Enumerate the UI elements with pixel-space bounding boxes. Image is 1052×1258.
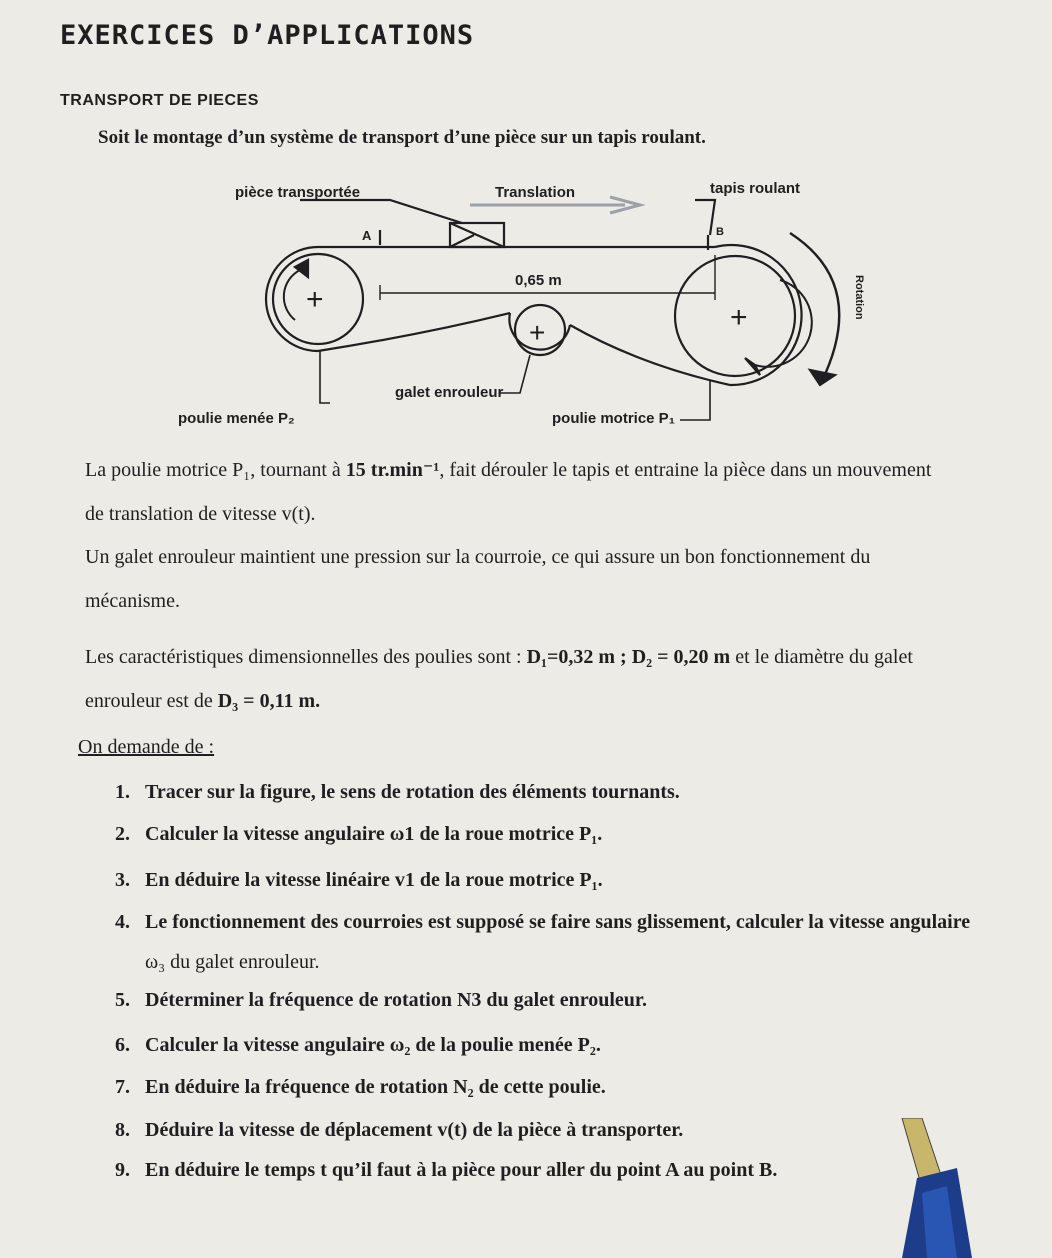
belt-bottom-right <box>570 325 730 385</box>
plus-p2: + <box>306 283 324 316</box>
pen-photo <box>862 1118 972 1258</box>
exercise-subtitle: TRANSPORT DE PIECES <box>60 92 259 109</box>
question-7: 7. En déduire la fréquence de rotation N₂ de cette poulie. <box>115 1076 606 1098</box>
label-point-a: A <box>362 228 372 243</box>
belt-right <box>715 245 802 385</box>
question-8: 8. Déduire la vitesse de déplacement v(t) de la pièce à transporter. <box>115 1119 684 1141</box>
intro-text: Soit le montage d’un système de transport d’une pièce sur un tapis roulant. <box>98 127 706 148</box>
question-2: 2. Calculer la vitesse angulaire ω1 de la roue motrice P₁. <box>115 823 603 845</box>
question-3: 3. En déduire la vitesse linéaire v1 de la roue motrice P₁. <box>115 869 603 891</box>
question-1: 1. Tracer sur la figure, le sens de rotation des éléments tournants. <box>115 781 680 803</box>
label-poulie-menee: poulie menée P₂ <box>178 410 295 427</box>
question-5: 5. Déterminer la fréquence de rotation N3 du galet enrouleur. <box>115 989 647 1011</box>
label-tapis: tapis roulant <box>710 180 801 197</box>
label-galet: galet enrouleur <box>395 384 504 401</box>
conveyor-diagram <box>170 175 890 440</box>
on-demande-heading: On demande de : <box>78 736 215 758</box>
question-4: 4. Le fonctionnement des courroies est supposé se faire sans glissement, calculer la vitesse angulaire ω₃ du galet enrouleur. <box>115 911 971 973</box>
belt-bottom-left <box>318 313 510 351</box>
paragraph-drive: La poulie motrice P₁, tournant à 15 tr.min⁻¹, fait dérouler le tapis et entraine la pièce dans un mouvement de translation de vitesse v(t). <box>85 459 932 525</box>
label-piece: pièce transportée <box>235 184 361 201</box>
label-distance: 0,65 m <box>515 272 562 289</box>
question-9: 9. En déduire le temps t qu’il faut à la pièce pour aller du point A au point B. <box>115 1159 778 1181</box>
plus-galet: + <box>529 317 546 348</box>
label-point-b: B <box>716 226 724 238</box>
plus-p1: + <box>730 301 748 334</box>
page-title: EXERCICES D’APPLICATIONS <box>60 20 475 51</box>
label-rotation: Rotation <box>853 275 865 320</box>
paragraph-dimensions: Les caractéristiques dimensionnelles des poulies sont : D₁=0,32 m ; D₂ = 0,20 m et le diamètre du galet enrouleur est de D₃ = 0,11 m. <box>85 646 913 712</box>
label-translation: Translation <box>495 184 576 201</box>
paragraph-galet: Un galet enrouleur maintient une pression sur la courroie, ce qui assure un bon fonctionnement du mécanisme. <box>85 546 871 612</box>
label-poulie-motrice: poulie motrice P₁ <box>552 410 675 427</box>
question-6: 6. Calculer la vitesse angulaire ω₂ de la poulie menée P₂. <box>115 1034 601 1056</box>
